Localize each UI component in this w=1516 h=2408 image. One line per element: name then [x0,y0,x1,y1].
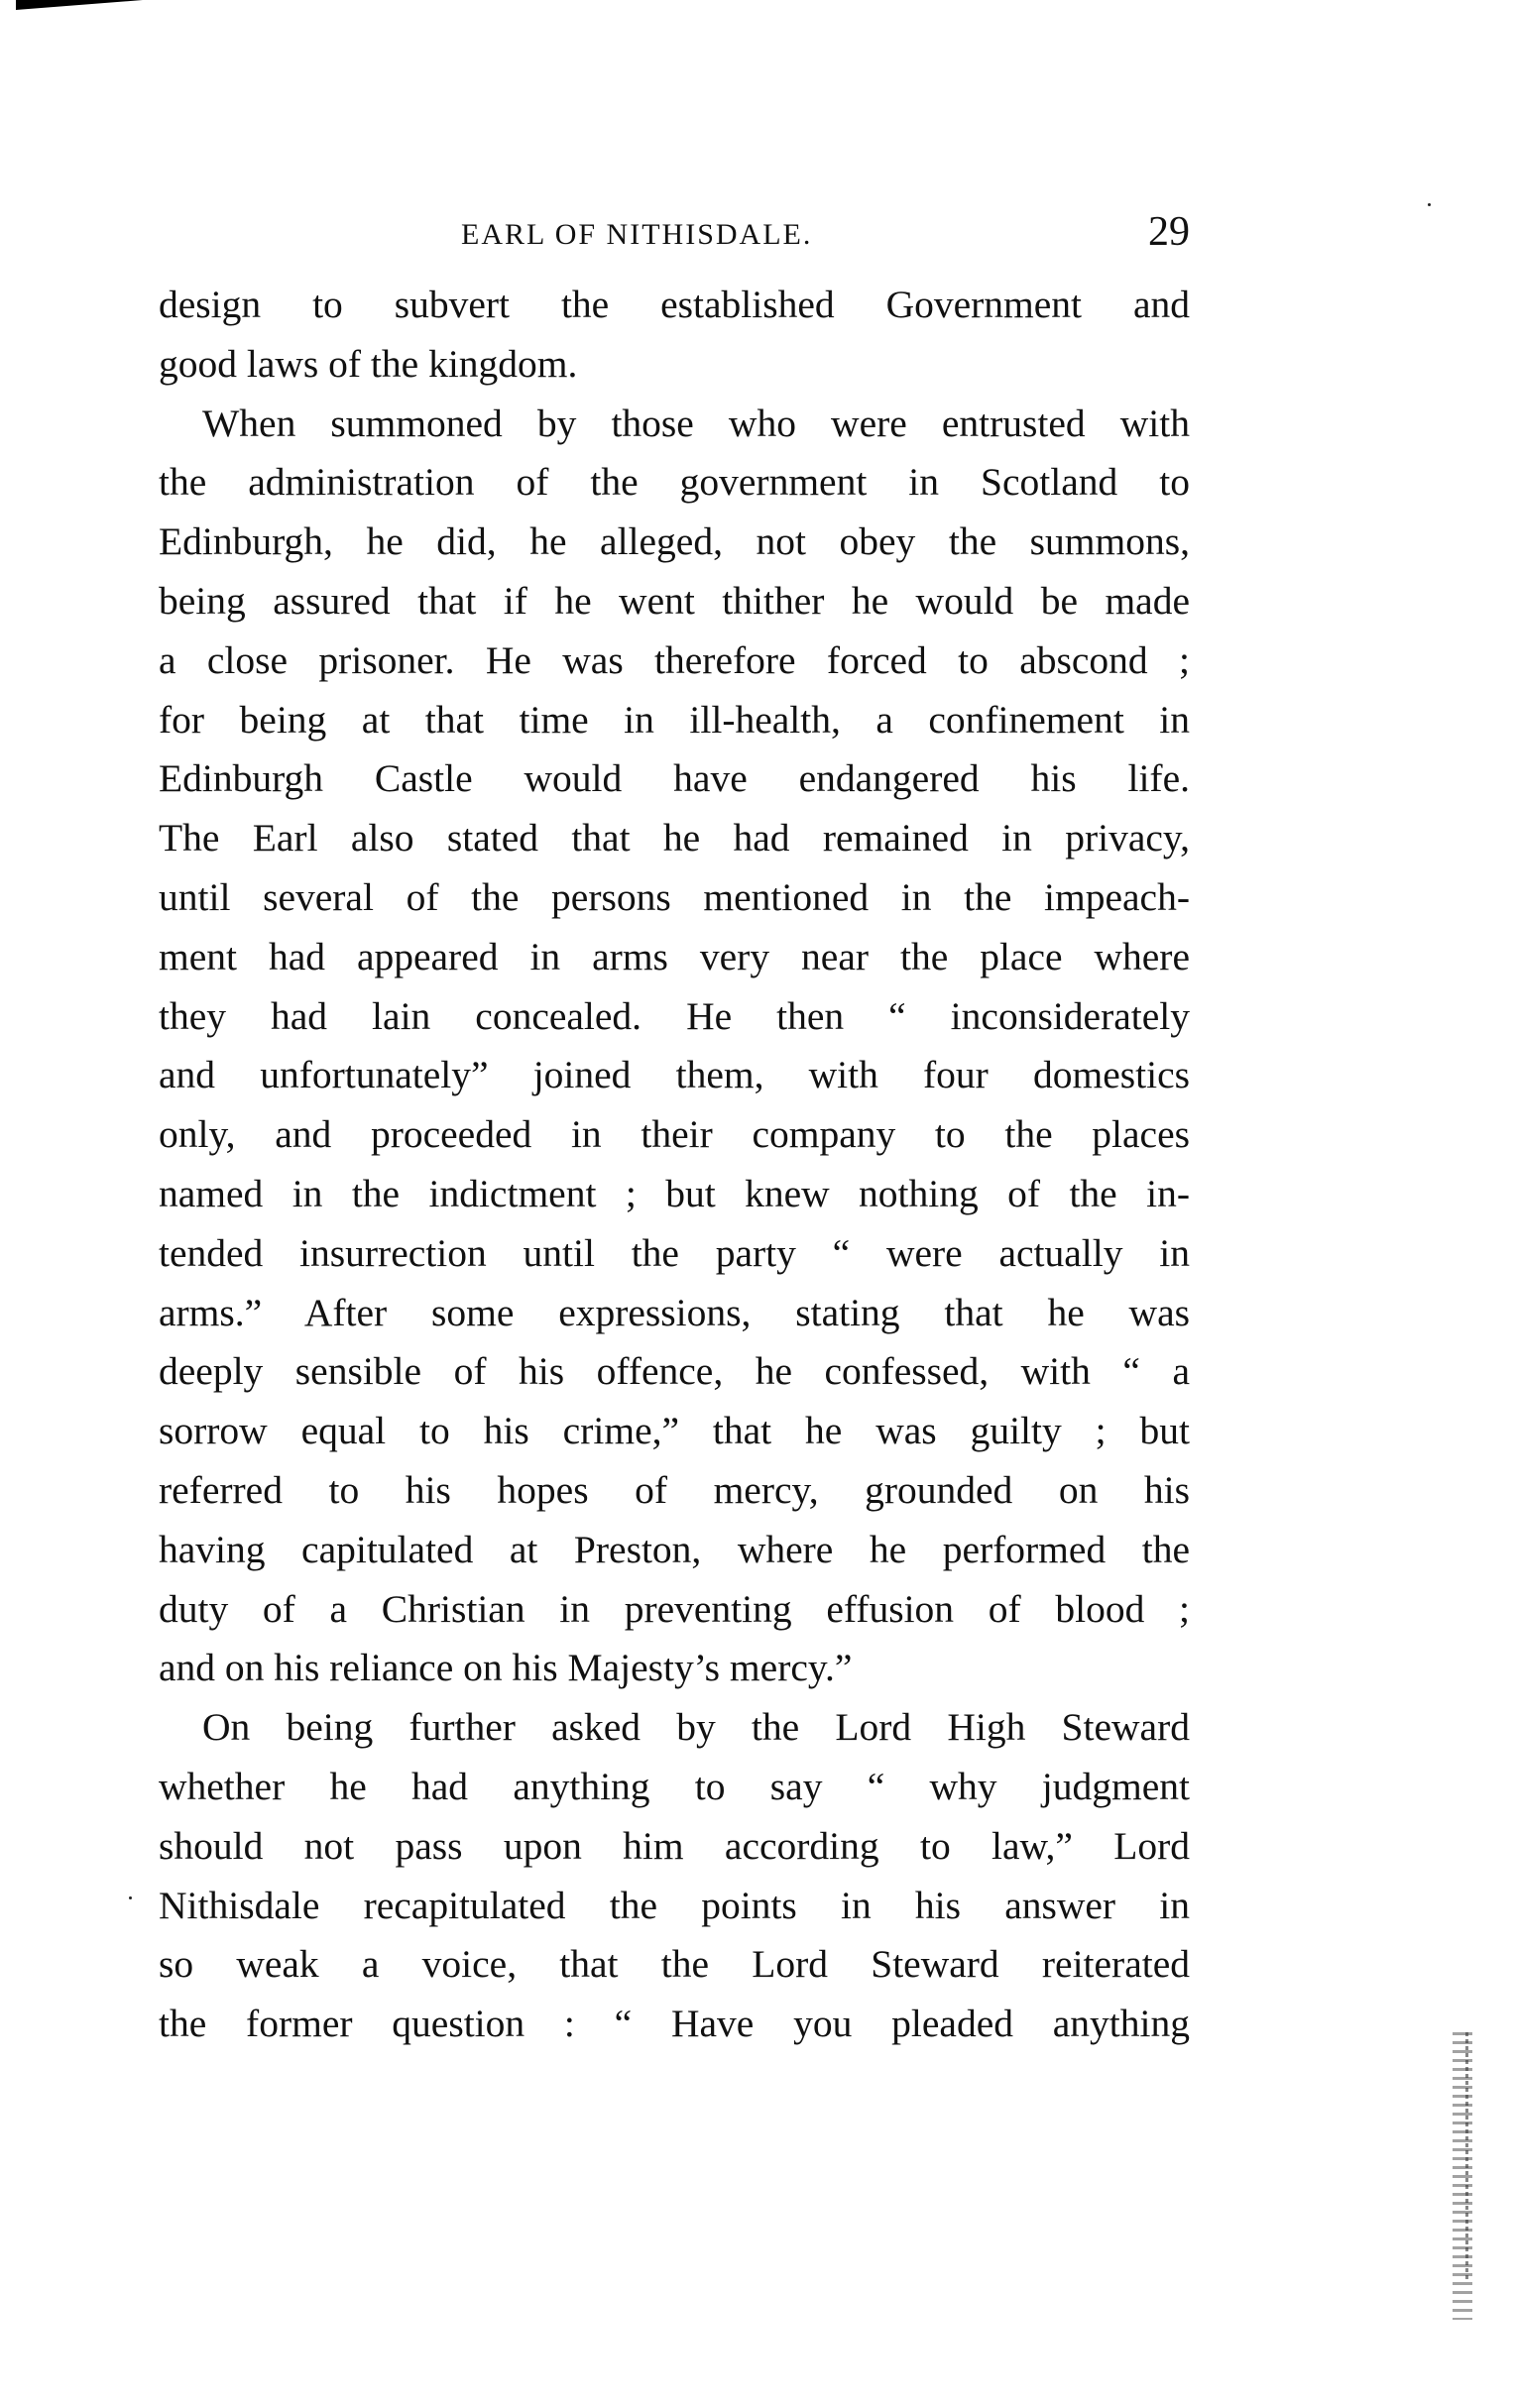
text-line: When summoned by those who were entrusted with [202,401,1190,445]
text-line: design to subvert the established Government and [159,283,1190,326]
scan-speck [129,1896,132,1899]
text-line: until several of the persons mentioned in the impeach- [159,874,1190,919]
text-line: so weak a voice, that the Lord Steward reiterated [159,1942,1190,1987]
scan-edge-artifact [1453,2032,1472,2320]
text-line: the former question : “ Have you pleaded anything [159,2002,1190,2046]
running-head: EARL OF NITHISDALE. [461,218,813,251]
text-line: should not pass upon him according to law,” Lord [159,1823,1190,1868]
text-line: they had lain concealed. He then “ inconsiderately [159,993,1190,1038]
text-line: deeply sensible of his offence, he confessed, with “ a [159,1349,1190,1394]
text-line: good laws of the kingdom. [159,341,578,386]
text-line: named in the indictment ; but knew nothing of the in- [159,1171,1190,1215]
body-text [159,276,1190,2054]
text-line: The Earl also stated that he had remained in privacy, [159,816,1190,860]
scan-edge-artifact [1465,2032,1468,2280]
text-line: Edinburgh, he did, he alleged, not obey the summons, [159,519,1190,564]
text-line: Edinburgh Castle would have endangered his life. [159,756,1190,801]
text-line: and on his reliance on his Majesty’s mercy.” [159,1646,853,1690]
text-line: and unfortunately” joined them, with four domestics [159,1053,1190,1097]
scan-speck [1428,203,1431,206]
text-line: On being further asked by the Lord High Steward [202,1705,1190,1750]
text-line: for being at that time in ill-health, a confinement in [159,697,1190,742]
text-line: sorrow equal to his crime,” that he was guilty ; but [159,1409,1190,1453]
text-line: referred to his hopes of mercy, grounded on his [159,1467,1190,1512]
text-line: the administration of the government in Scotland to [159,460,1190,505]
corner-scan-mark [16,0,143,10]
text-line: a close prisoner. He was therefore forced to abscond ; [159,637,1190,682]
page-number: 29 [1148,209,1190,255]
text-line: ment had appeared in arms very near the place where [159,934,1190,978]
text-line: tended insurrection until the party “ were actually in [159,1230,1190,1275]
text-line: duty of a Christian in preventing effusion of blood ; [159,1586,1190,1631]
text-line: Nithisdale recapitulated the points in his answer in [159,1883,1190,1927]
page-header [159,208,1190,268]
text-line: only, and proceeded in their company to the places [159,1112,1190,1157]
text-line: arms.” After some expressions, stating that he was [159,1290,1190,1334]
text-line: being assured that if he went thither he would be made [159,578,1190,623]
text-line: having capitulated at Preston, where he performed the [159,1527,1190,1571]
text-line: whether he had anything to say “ why judgment [159,1764,1190,1808]
